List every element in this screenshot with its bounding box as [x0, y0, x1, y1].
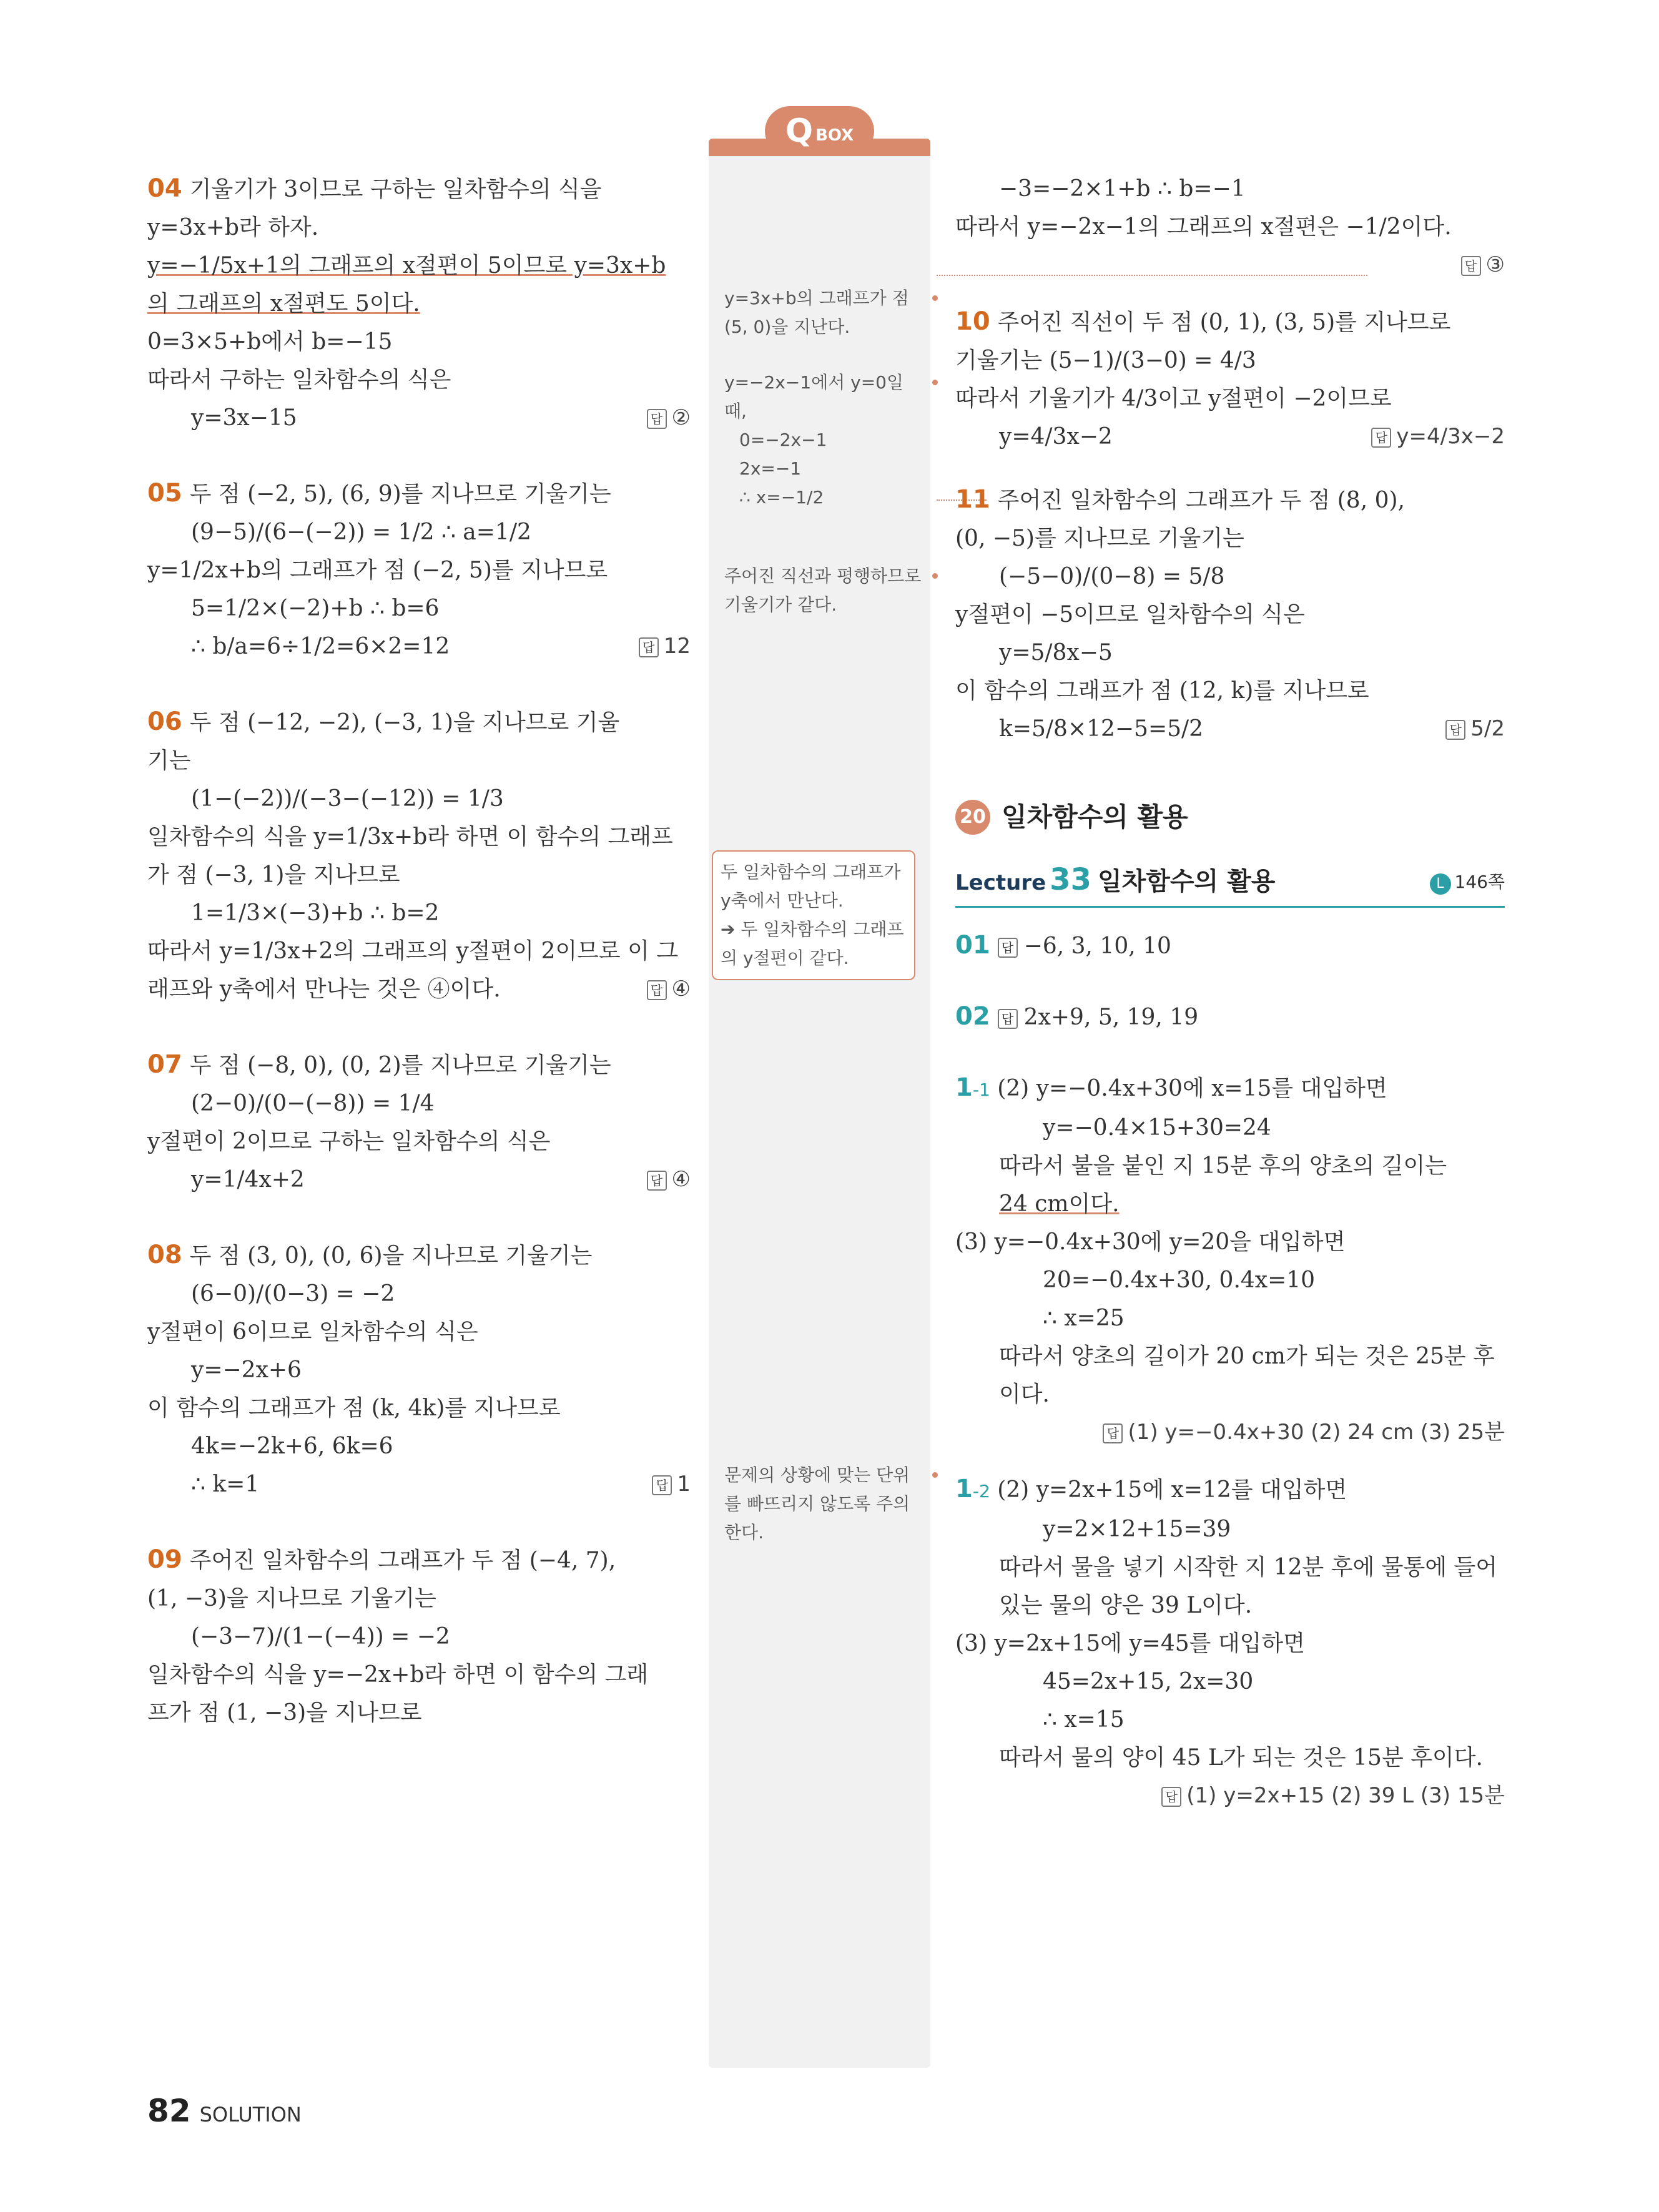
page-number: 82	[147, 2093, 191, 2129]
exercise-1-1	[955, 1069, 1505, 1452]
line: 기울기가 3이므로 구하는 일차함수의 식을	[189, 177, 602, 202]
problem-number: 05	[147, 479, 182, 508]
answer-icon: 답	[647, 1171, 667, 1191]
line: (−5−0)/(0−8) = 5/8	[999, 564, 1225, 589]
answer-icon: 답	[639, 637, 659, 657]
line: 일차함수의 식을 y=−2x+b라 하면 이 함수의 그래	[147, 1662, 649, 1688]
line: 프가 점 (1, −3)을 지나므로	[147, 1700, 422, 1726]
right-column	[955, 170, 1505, 1815]
problem-number: 11	[955, 485, 990, 514]
problem-10	[955, 303, 1505, 456]
line: (1, −3)을 지나므로 기울기는	[147, 1586, 436, 1611]
answer-value: ④	[671, 1167, 691, 1192]
answer	[1461, 246, 1505, 284]
answer-icon: 답	[647, 980, 667, 1000]
lecture-reference	[1430, 863, 1505, 901]
line: 따라서 불을 붙인 지 15분 후의 양초의 길이는	[999, 1153, 1447, 1179]
line: 주어진 일차함수의 그래프가 두 점 (−4, 7),	[189, 1548, 616, 1573]
qnote-text: ∴ x=−1/2	[739, 487, 824, 508]
note-dot	[932, 380, 938, 385]
answer	[647, 970, 691, 1008]
problem-number: 06	[147, 707, 182, 736]
line: y=5/8x−5	[999, 640, 1113, 666]
answer-icon: 답	[1371, 428, 1391, 448]
line: 이 함수의 그래프가 점 (k, 4k)를 지나므로	[147, 1395, 561, 1421]
line: y=3x−15	[191, 405, 297, 431]
problem-06	[147, 703, 691, 1008]
qbox-badge	[765, 106, 874, 156]
problem-07	[147, 1046, 691, 1199]
qnote-text: 문제의 상황에 맞는 단위를 빠뜨리지 않도록 주의한다.	[724, 1465, 910, 1543]
exercise-1-2	[955, 1470, 1505, 1815]
problem-09-continued	[955, 170, 1505, 284]
line: y=−1/5x+1의 그래프의 x절편이 5이므로 y=3x+b	[147, 253, 666, 278]
lecture-label: Lecture	[955, 870, 1046, 895]
answer-value: (1) y=2x+15 (2) 39 L (3) 15분	[1186, 1783, 1505, 1808]
problem-08	[147, 1236, 691, 1503]
answer-value: 5/2	[1470, 716, 1505, 741]
line: 래프와 y축에서 만나는 것은 ④이다.	[147, 976, 501, 1002]
line: 0=3×5+b에서 b=−15	[147, 329, 393, 355]
line: y=−0.4×15+30=24	[1043, 1115, 1271, 1141]
left-column	[147, 170, 691, 1732]
line: y절편이 −5이므로 일차함수의 식은	[955, 602, 1305, 627]
line: 가 점 (−3, 1)을 지나므로	[147, 862, 400, 888]
footer-label: SOLUTION	[199, 2103, 302, 2126]
line: (2−0)/(0−(−8)) = 1/4	[191, 1091, 435, 1116]
lecture-title: 일차함수의 활용	[1097, 867, 1276, 896]
problem-05	[147, 474, 691, 666]
line: (0, −5)를 지나므로 기울기는	[955, 526, 1244, 551]
line: (−3−7)/(1−(−4)) = −2	[191, 1624, 450, 1649]
lecture-header	[955, 861, 1505, 908]
line: 따라서 물을 넣기 시작한 지 12분 후에 물통에 들어	[999, 1555, 1498, 1580]
qnote-text: ➔ 두 일차함수의 그래프의 y절편이 같다.	[721, 919, 904, 968]
answer-value: y=4/3x−2	[1396, 424, 1505, 449]
answer	[1103, 1413, 1505, 1452]
answer-value: 2x+9, 5, 19, 19	[1023, 1005, 1199, 1030]
line: (1−(−2))/(−3−(−12)) = 1/3	[191, 786, 504, 812]
line: 따라서 물의 양이 45 L가 되는 것은 15분 후이다.	[999, 1745, 1483, 1771]
line: 45=2x+15, 2x=30	[1043, 1669, 1254, 1694]
line: (6−0)/(0−3) = −2	[191, 1281, 395, 1307]
problem-09	[147, 1541, 691, 1732]
answer-icon: 답	[998, 938, 1018, 958]
line: 기는	[147, 748, 191, 774]
line: 의 그래프의 x절편도 5이다.	[147, 291, 420, 317]
exercise-number	[955, 1475, 990, 1503]
line: y=−2x+6	[191, 1357, 302, 1383]
exercise-number: 01	[955, 931, 990, 960]
exercise-number-sub: -1	[972, 1079, 990, 1100]
line: 기울기는 (5−1)/(3−0) = 4/3	[955, 348, 1256, 373]
line: (9−5)/(6−(−2)) = 1/2 ∴ a=1/2	[191, 519, 531, 545]
line: y=4/3x−2	[999, 424, 1113, 450]
answer-value: ③	[1485, 252, 1505, 277]
qnote-text: y=3x+b의 그래프가 점 (5, 0)을 지난다.	[724, 288, 909, 337]
line: 따라서 구하는 일차함수의 식은	[147, 367, 451, 393]
problem-number: 09	[147, 1545, 182, 1574]
page-footer	[147, 2093, 302, 2129]
answer-icon: 답	[998, 1009, 1018, 1029]
lecture-ref-icon: L	[1430, 873, 1451, 895]
problem-11	[955, 481, 1505, 748]
answer-icon: 답	[647, 409, 667, 429]
line: 따라서 y=1/3x+2의 그래프의 y절편이 2이므로 이 그	[147, 938, 679, 964]
qbox-box-label: BOX	[815, 126, 854, 145]
qnote-3	[724, 562, 924, 619]
answer-value: ②	[671, 405, 691, 430]
answer-value: ④	[671, 976, 691, 1001]
line: (2) y=−0.4x+30에 x=15를 대입하면	[997, 1076, 1387, 1101]
exercise-number-sub: -2	[972, 1481, 990, 1502]
problem-number: 08	[147, 1241, 182, 1269]
qnote-text: 두 일차함수의 그래프가 y축에서 만난다.	[721, 862, 901, 911]
qnote-5	[724, 1461, 924, 1547]
line: 두 점 (−12, −2), (−3, 1)을 지나므로 기울	[189, 710, 620, 735]
line: 1=1/3×(−3)+b ∴ b=2	[191, 900, 440, 926]
note-dot	[932, 1472, 938, 1478]
problem-04	[147, 170, 691, 437]
line: 따라서 기울기가 4/3이고 y절편이 −2이므로	[955, 386, 1392, 411]
answer-value: 1	[677, 1472, 691, 1497]
line: 두 점 (3, 0), (0, 6)을 지나므로 기울기는	[189, 1243, 593, 1269]
qnote-text: 주어진 직선과 평행하므로 기울기가 같다.	[724, 566, 922, 615]
answer	[1445, 710, 1505, 748]
qnote-text: 2x=−1	[739, 458, 802, 479]
line: (3) y=−0.4x+30에 y=20을 대입하면	[955, 1229, 1346, 1255]
line: ∴ x=15	[1043, 1707, 1125, 1733]
line: y=2×12+15=39	[1043, 1516, 1231, 1542]
line: 주어진 일차함수의 그래프가 두 점 (8, 0),	[997, 488, 1405, 513]
exercise-number-main: 1	[955, 1073, 973, 1102]
answer-value: 12	[663, 634, 691, 659]
line: 이 함수의 그래프가 점 (12, k)를 지나므로	[955, 678, 1369, 704]
line: y=1/2x+b의 그래프가 점 (−2, 5)를 지나므로	[147, 558, 608, 583]
qnote-text: 0=−2x−1	[739, 430, 827, 450]
note-dot	[932, 295, 938, 301]
answer	[1371, 418, 1505, 456]
line: 4k=−2k+6, 6k=6	[191, 1433, 393, 1459]
qbox-q-label: Q	[785, 112, 814, 150]
exercise-01	[955, 927, 1505, 965]
exercise-02	[955, 998, 1505, 1036]
line: k=5/8×12−5=5/2	[999, 716, 1204, 742]
exercise-number-main: 1	[955, 1475, 973, 1503]
answer	[647, 1161, 691, 1199]
lecture-ref-page: 146쪽	[1454, 871, 1505, 892]
qnote-text: y=−2x−1에서 y=0일 때,	[724, 372, 904, 421]
line: 5=1/2×(−2)+b ∴ b=6	[191, 596, 440, 621]
line: 주어진 직선이 두 점 (0, 1), (3, 5)를 지나므로	[997, 310, 1451, 335]
line: y=1/4x+2	[191, 1167, 305, 1192]
answer-value: (1) y=−0.4x+30 (2) 24 cm (3) 25분	[1128, 1420, 1505, 1445]
qnote-4-box	[712, 850, 915, 980]
line: 일차함수의 식을 y=1/3x+b라 하면 이 함수의 그래프	[147, 824, 673, 850]
answer-icon: 답	[1445, 720, 1465, 740]
line: y절편이 6이므로 일차함수의 식은	[147, 1319, 478, 1345]
problem-number: 04	[147, 174, 182, 203]
section-title: 일차함수의 활용	[1002, 802, 1188, 832]
line: 두 점 (−2, 5), (6, 9)를 지나므로 기울기는	[189, 481, 611, 507]
line: ∴ k=1	[191, 1472, 260, 1497]
line: 24 cm이다.	[999, 1191, 1120, 1217]
qnote-2	[724, 368, 924, 512]
line: y절편이 2이므로 구하는 일차함수의 식은	[147, 1129, 551, 1154]
qnote-1	[724, 284, 924, 342]
line: (2) y=2x+15에 x=12를 대입하면	[997, 1477, 1347, 1503]
answer-icon: 답	[1461, 256, 1481, 276]
answer-icon: 답	[652, 1475, 672, 1495]
note-dot	[932, 573, 938, 579]
answer-icon: 답	[1103, 1423, 1123, 1443]
answer-icon: 답	[1161, 1787, 1181, 1807]
line: ∴ x=25	[1043, 1305, 1125, 1331]
line: 따라서 y=−2x−1의 그래프의 x절편은 −1/2이다.	[955, 214, 1452, 240]
answer	[639, 627, 691, 666]
line: 이다.	[999, 1382, 1050, 1407]
lecture-number: 33	[1050, 862, 1091, 897]
section-heading	[955, 798, 1505, 836]
line: ∴ b/a=6÷1/2=6×2=12	[191, 634, 450, 659]
answer	[1161, 1777, 1505, 1815]
line: 두 점 (−8, 0), (0, 2)를 지나므로 기울기는	[189, 1053, 611, 1078]
answer	[647, 399, 691, 437]
exercise-number	[955, 1073, 990, 1102]
line: (3) y=2x+15에 y=45를 대입하면	[955, 1631, 1305, 1656]
section-number: 20	[955, 800, 990, 835]
line: y=3x+b라 하자.	[147, 215, 319, 240]
line: 20=−0.4x+30, 0.4x=10	[1043, 1267, 1316, 1293]
answer	[652, 1465, 691, 1503]
line: 있는 물의 양은 39 L이다.	[999, 1593, 1253, 1618]
exercise-number: 02	[955, 1002, 990, 1031]
line: −3=−2×1+b ∴ b=−1	[999, 176, 1246, 202]
line: 따라서 양초의 길이가 20 cm가 되는 것은 25분 후	[999, 1344, 1495, 1369]
answer-value: −6, 3, 10, 10	[1023, 933, 1171, 959]
problem-number: 07	[147, 1050, 182, 1079]
problem-number: 10	[955, 307, 990, 336]
